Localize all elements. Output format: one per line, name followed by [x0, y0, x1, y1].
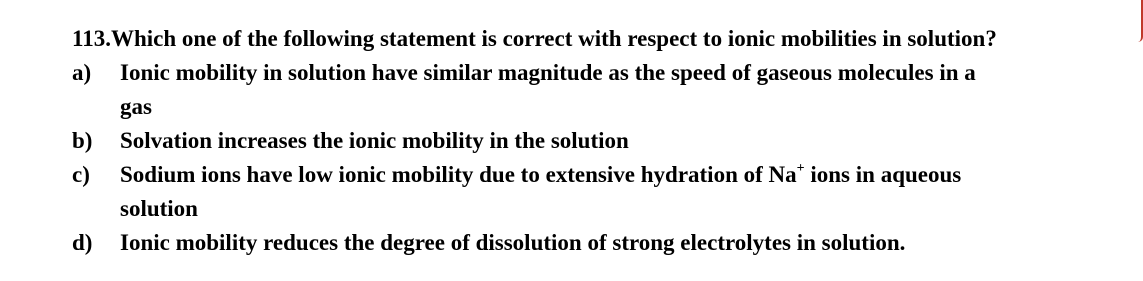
option-d-label: d) — [72, 230, 93, 255]
option-d[interactable] — [72, 226, 1132, 260]
option-b[interactable] — [72, 124, 1132, 158]
option-a-text: Ionic mobility in solution have similar magnitude as the speed of gaseous molecules in a — [120, 60, 976, 85]
options-list — [72, 56, 1132, 260]
option-d-text: Ionic mobility reduces the degree of dissolution of strong electrolytes in solution. — [120, 230, 906, 255]
option-c-text-before: Sodium ions have low ionic mobility due to extensive hydration of Na — [120, 162, 797, 187]
question-stem — [72, 22, 1140, 56]
option-c-text-after: ions in aqueous — [804, 162, 962, 187]
option-c-text — [120, 158, 1132, 192]
option-a[interactable] — [72, 56, 1132, 124]
option-c-text-continued: solution — [120, 196, 198, 221]
option-b-label: b) — [72, 128, 93, 153]
question-number: 113. — [72, 26, 111, 51]
sodium-charge-superscript: + — [796, 161, 805, 176]
option-b-text: Solvation increases the ionic mobility in the solution — [120, 128, 629, 153]
question-text: Which one of the following statement is correct with respect to ionic mobilities in solution? — [110, 26, 997, 51]
option-a-label: a) — [72, 60, 92, 85]
option-c[interactable] — [72, 158, 1132, 226]
option-c-label: c) — [72, 162, 90, 187]
option-a-text-continued: gas — [120, 94, 152, 119]
